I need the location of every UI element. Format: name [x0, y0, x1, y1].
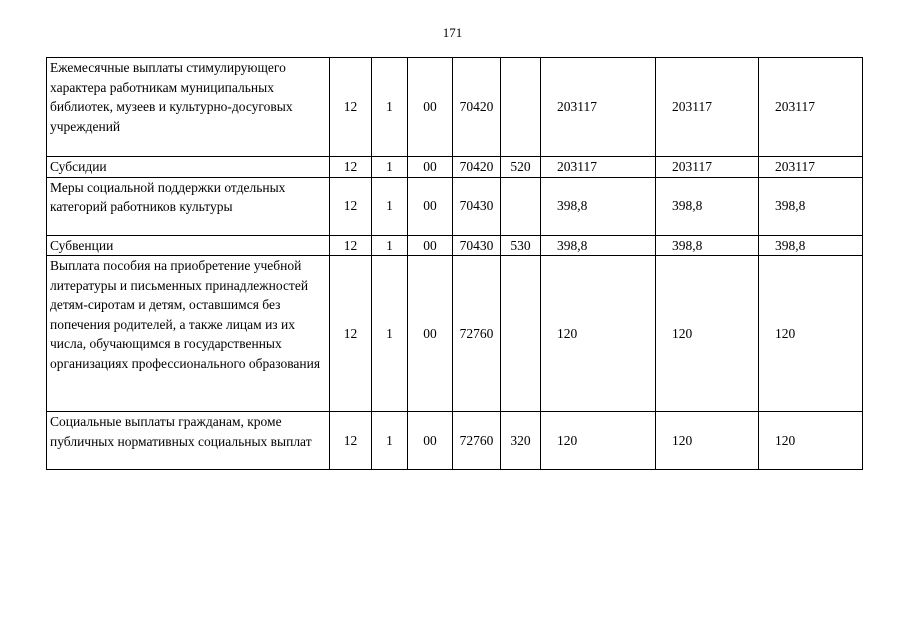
cell-amount-1: 203117 — [541, 58, 656, 157]
cell-section: 12 — [330, 235, 372, 256]
cell-program: 00 — [408, 177, 453, 235]
cell-section: 12 — [330, 256, 372, 412]
cell-amount-2: 203117 — [656, 58, 759, 157]
table-row — [47, 157, 863, 178]
row-name: Меры социальной поддержки отдельных категорий работников культуры — [47, 177, 330, 235]
cell-amount-2: 398,8 — [656, 177, 759, 235]
cell-target-article: 72760 — [453, 256, 501, 412]
cell-subsection: 1 — [372, 58, 408, 157]
cell-target-article: 70430 — [453, 177, 501, 235]
cell-program: 00 — [408, 157, 453, 178]
cell-program: 00 — [408, 412, 453, 470]
cell-amount-3: 203117 — [759, 58, 863, 157]
cell-program: 00 — [408, 256, 453, 412]
cell-target-article: 70420 — [453, 157, 501, 178]
table-row — [47, 256, 863, 412]
cell-amount-2: 120 — [656, 256, 759, 412]
row-name: Субвенции — [47, 235, 330, 256]
cell-expense-type: 530 — [501, 235, 541, 256]
cell-program: 00 — [408, 58, 453, 157]
row-name: Ежемесячные выплаты стимулирующего характера работникам муниципальных библиотек, музеев и культурно-досуговых учреждений — [47, 58, 330, 157]
cell-amount-3: 398,8 — [759, 235, 863, 256]
cell-amount-1: 120 — [541, 256, 656, 412]
cell-subsection: 1 — [372, 157, 408, 178]
page-number: 171 — [442, 25, 463, 40]
cell-target-article: 70420 — [453, 58, 501, 157]
row-name: Социальные выплаты гражданам, кроме публичных нормативных социальных выплат — [47, 412, 330, 470]
cell-subsection: 1 — [372, 256, 408, 412]
cell-section: 12 — [330, 177, 372, 235]
cell-amount-3: 398,8 — [759, 177, 863, 235]
cell-target-article: 72760 — [453, 412, 501, 470]
cell-amount-2: 398,8 — [656, 235, 759, 256]
cell-section: 12 — [330, 58, 372, 157]
budget-table — [46, 57, 863, 470]
cell-amount-3: 120 — [759, 256, 863, 412]
cell-amount-2: 203117 — [656, 157, 759, 178]
table-row — [47, 58, 863, 157]
cell-amount-1: 120 — [541, 412, 656, 470]
cell-amount-3: 203117 — [759, 157, 863, 178]
cell-amount-1: 398,8 — [541, 177, 656, 235]
row-name: Субсидии — [47, 157, 330, 178]
cell-expense-type — [501, 256, 541, 412]
cell-amount-3: 120 — [759, 412, 863, 470]
cell-expense-type — [501, 177, 541, 235]
cell-program: 00 — [408, 235, 453, 256]
table-row — [47, 412, 863, 470]
cell-subsection: 1 — [372, 412, 408, 470]
cell-section: 12 — [330, 157, 372, 178]
cell-amount-1: 203117 — [541, 157, 656, 178]
cell-expense-type: 320 — [501, 412, 541, 470]
row-name: Выплата пособия на приобретение учебной литературы и письменных принадлежностей детям-сиротам и детям, оставшимся без попечения родителей, а также лицам из их числа, обучающимся в государственных организациях профессионального образования — [47, 256, 330, 412]
cell-subsection: 1 — [372, 177, 408, 235]
cell-expense-type — [501, 58, 541, 157]
cell-expense-type: 520 — [501, 157, 541, 178]
cell-amount-2: 120 — [656, 412, 759, 470]
table-row — [47, 235, 863, 256]
cell-section: 12 — [330, 412, 372, 470]
table-row — [47, 177, 863, 235]
cell-amount-1: 398,8 — [541, 235, 656, 256]
cell-target-article: 70430 — [453, 235, 501, 256]
cell-subsection: 1 — [372, 235, 408, 256]
